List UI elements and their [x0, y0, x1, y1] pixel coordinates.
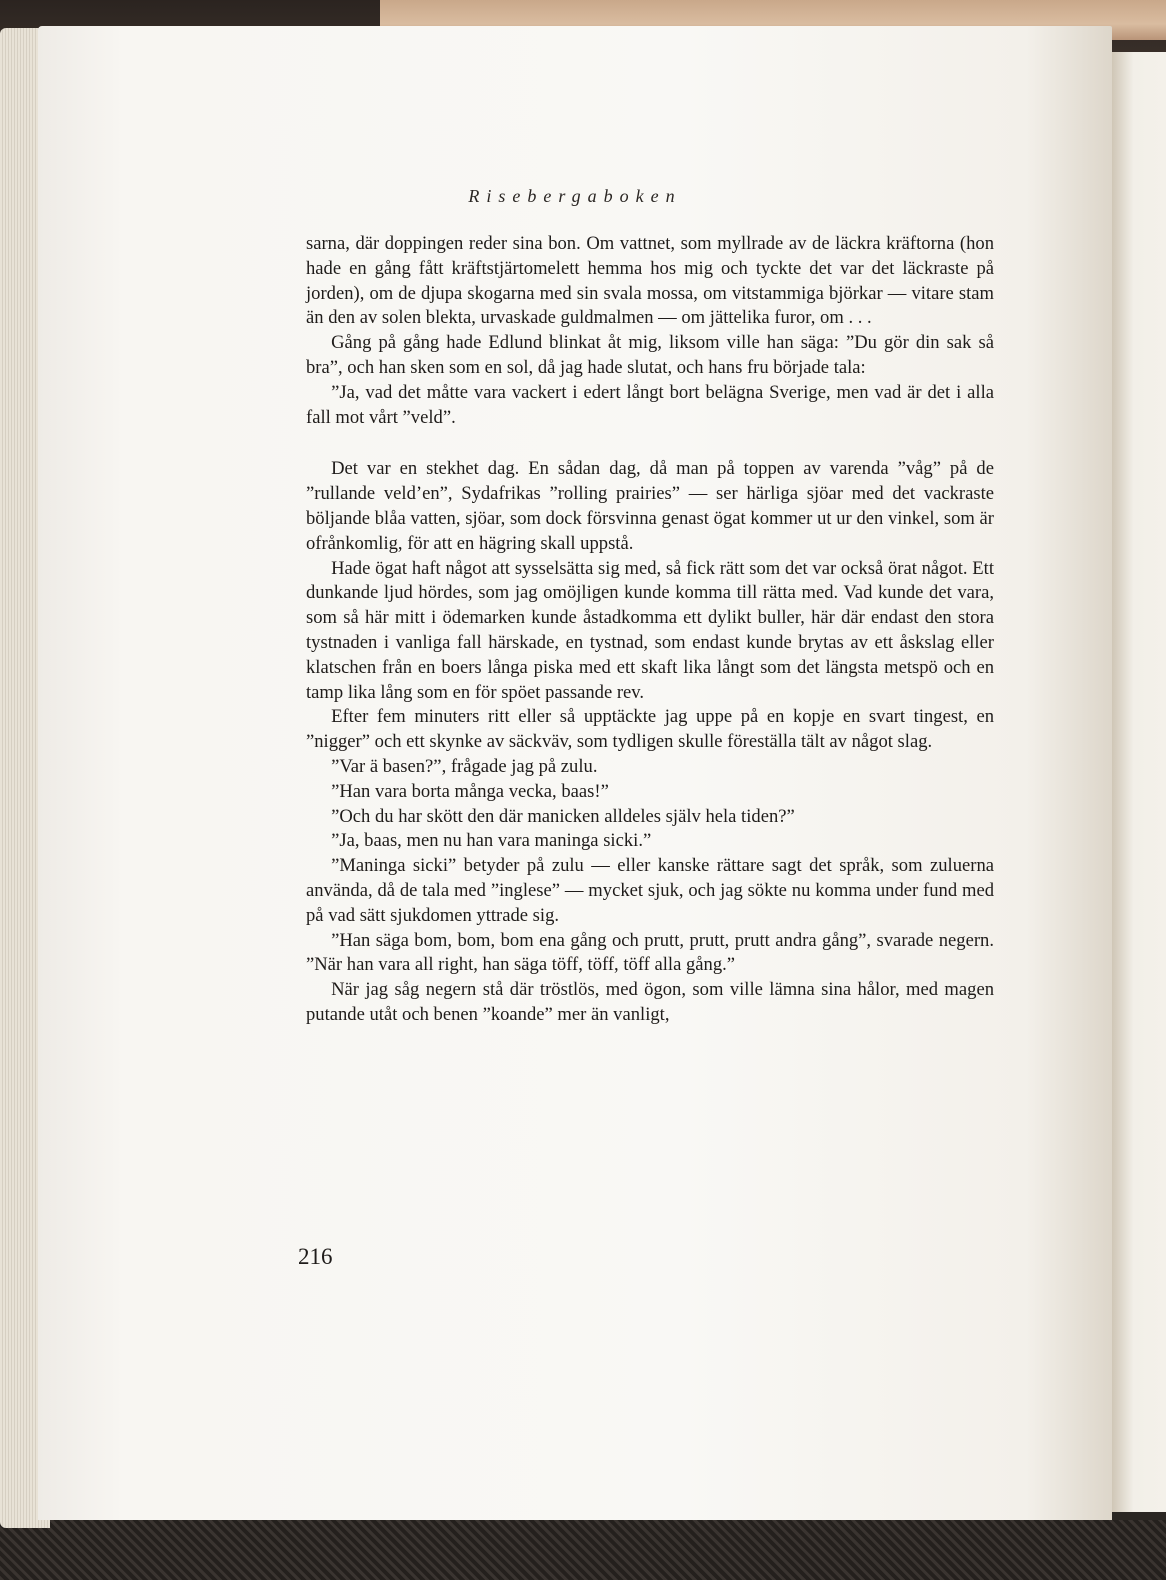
paragraph: ”Maninga sicki” betyder på zulu — eller kanske rättare sagt det språk, som zuluerna använda, då de tala med ”inglese” — mycket sjuk, och jag sökte nu komma under fund med på vad sätt sjukdomen yttrade sig. [306, 855, 994, 926]
paragraph: Hade ögat haft något att sysselsätta sig med, så fick rätt som det var också örat något. Ett dunkande ljud hördes, som jag omöjligen kunde komma till rätta med. Vad kunde det vara, som så här mitt i ödemarken kunde åstadkomma ett dylikt buller, här där endast den stora tystnaden i vanliga fall härskade, en tystnad, som endast kunde brytas av ett åskslag eller klatschen från en boers långa piska med ett skaft lika långt som det längsta metspö och en tamp lika lång som en för spöet passande rev. [306, 557, 994, 703]
paragraph: ”Han vara borta många vecka, baas!” [331, 780, 609, 802]
paragraph: ”Var ä basen?”, frågade jag på zulu. [331, 755, 598, 777]
paragraph: sarna, där doppingen reder sina bon. Om vattnet, som myllrade av de läckra kräftorna (hon hade en gång fått kräftstjärtomelett hemma hos mig och tyckte det var det läckraste på jorden), om de djupa skogarna med sin svala mossa, om vitstammiga björkar — vitare stam än den av solen blekta, urvaskade guldmalmen — om jättelika furor, om . . . [306, 233, 994, 329]
paragraph: Gång på gång hade Edlund blinkat åt mig, liksom ville han säga: ”Du gör din sak så bra”, och han sken som en sol, då jag hade slutat, och hans fru började tala: [306, 332, 994, 378]
paragraph: ”Och du har skött den där manicken alldeles själv hela tiden?” [331, 805, 795, 827]
facing-page [1112, 52, 1166, 1512]
paragraph: ”Ja, vad det måtte vara vackert i edert långt bort belägna Sverige, men vad är det i alla fall mot vårt ”veld”. [306, 381, 994, 428]
paragraph: När jag såg negern stå där tröstlös, med ögon, som ville lämna sina hålor, med magen putande utåt och benen ”koande” mer än vanligt, [306, 979, 994, 1025]
paragraph: ”Han säga bom, bom, bom ena gång och prutt, prutt, prutt andra gång”, svarade negern. ”När han vara all right, han säga töff, töff, töff alla gång.” [306, 929, 994, 976]
paragraph: Efter fem minuters ritt eller så upptäckte jag uppe på en kopje en svart tingest, en ”nigger” och ett skynke av säckväv, som tydligen skulle föreställa tält av något slag. [306, 706, 994, 753]
backdrop-fabric [0, 1520, 1166, 1580]
running-head: Risebergaboken [468, 186, 682, 206]
paragraph: ”Ja, baas, men nu han vara maninga sicki.” [331, 830, 652, 852]
body-text [306, 232, 994, 1028]
paragraph: Det var en stekhet dag. En sådan dag, då man på toppen av varenda ”våg” på de ”rullande veld’en”, Sydafrikas ”rolling prairies” — ser härliga sjöar med det vackraste böljande blåa vatten, sjöar, som dock försvinna genast ögat kommer ut ur den vinkel, som är ofrånkomlig, för att en hägring skall uppstå. [306, 458, 994, 554]
section-break [306, 430, 994, 457]
book-page [38, 26, 1112, 1520]
page-number: 216 [298, 1244, 333, 1269]
